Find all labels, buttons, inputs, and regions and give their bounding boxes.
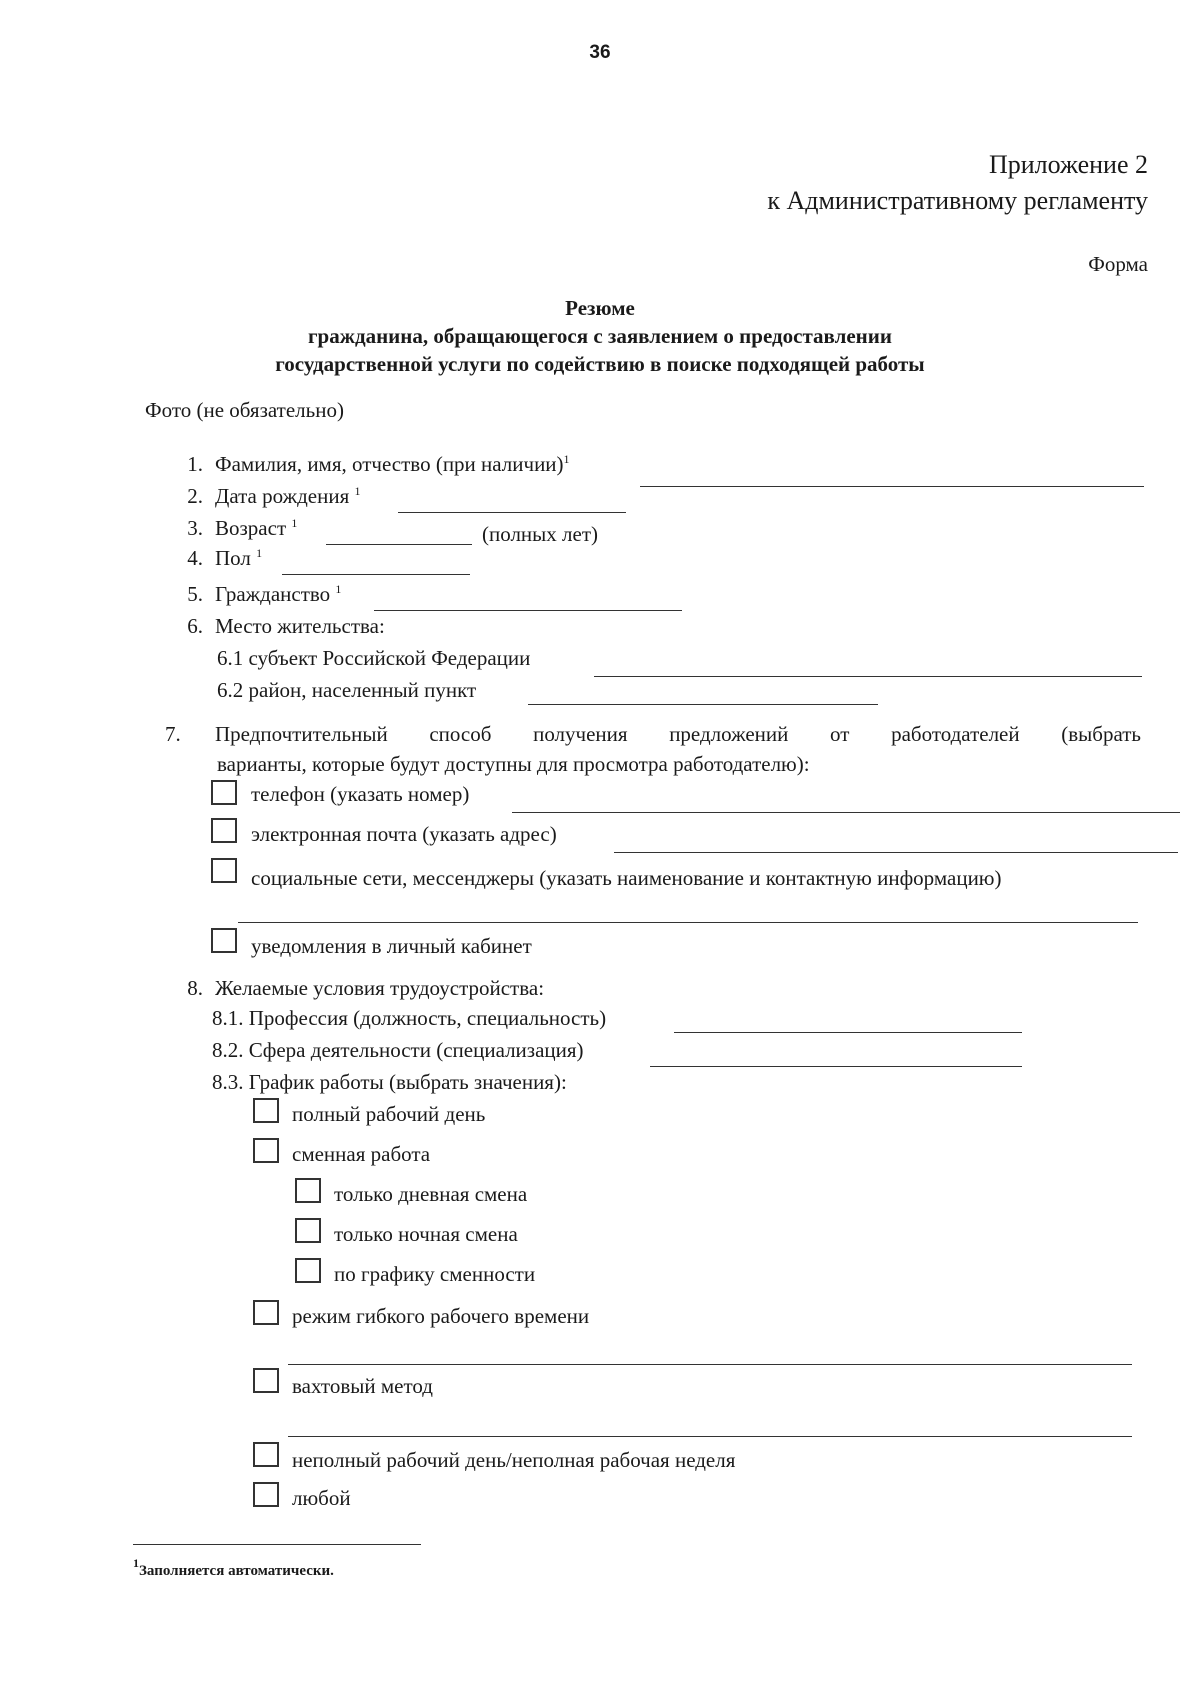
rotation-label: вахтовый метод [292, 1374, 433, 1398]
night-shift-checkbox[interactable] [295, 1218, 321, 1243]
phone-input-line[interactable] [512, 812, 1180, 813]
page-number: 36 [589, 42, 611, 63]
footnote-mark: 1 [563, 452, 570, 466]
social-label: социальные сети, мессенджеры (указать наименование и контактную информацию) [251, 866, 1002, 890]
flexible-time-input-line[interactable] [288, 1364, 1132, 1365]
field-residence [165, 614, 385, 639]
contact-method-label-1: Предпочтительный способ получения предложений от работодателей (выбрать [215, 722, 1141, 746]
document-title: Резюме [565, 296, 635, 320]
field-birth-date [165, 484, 360, 509]
shift-work-label: сменная работа [292, 1142, 431, 1166]
document-subtitle-1: гражданина, обращающегося с заявлением о предоставлении [308, 324, 892, 348]
field-age [165, 516, 297, 541]
document-subtitle-2: государственной услуги по содействию в поиске подходящей работы [275, 352, 925, 376]
night-shift-label: только ночная смена [334, 1222, 518, 1246]
field-fio-label: Фамилия, имя, отчество (при наличии) [215, 452, 564, 476]
residence-locality-label: 6.2 район, населенный пункт [217, 678, 477, 702]
birth-date-input-line[interactable] [398, 512, 626, 513]
field-residence-label: Место жительства: [215, 614, 385, 638]
full-day-checkbox[interactable] [253, 1098, 279, 1123]
citizenship-input-line[interactable] [374, 610, 682, 611]
age-suffix: (полных лет) [482, 522, 599, 546]
item-number: 1. [187, 452, 203, 476]
cabinet-label: уведомления в личный кабинет [251, 934, 532, 958]
fio-input-line[interactable] [640, 486, 1144, 487]
flexible-time-checkbox[interactable] [253, 1300, 279, 1325]
phone-checkbox[interactable] [211, 780, 237, 805]
footnote-text: Заполняется автоматически. [139, 1563, 334, 1579]
shift-schedule-checkbox[interactable] [295, 1258, 321, 1283]
social-input-line[interactable] [238, 922, 1138, 923]
item-number: 6. [187, 614, 203, 638]
day-shift-label: только дневная смена [334, 1182, 528, 1206]
appendix-line-2: к Административному регламенту [767, 186, 1148, 215]
activity-area-input-line[interactable] [650, 1066, 1022, 1067]
item-number: 5. [187, 582, 203, 606]
social-checkbox[interactable] [211, 858, 237, 883]
footnote-mark: 1 [335, 582, 342, 596]
footnote-mark: 1 [133, 1556, 139, 1570]
shift-schedule-label: по графику сменности [334, 1262, 536, 1286]
shift-work-checkbox[interactable] [253, 1138, 279, 1163]
part-time-label: неполный рабочий день/неполная рабочая неделя [292, 1448, 736, 1472]
employment-conditions-label: Желаемые условия трудоустройства: [215, 976, 545, 1000]
footnote-rule [133, 1544, 421, 1545]
activity-area-label: 8.2. Сфера деятельности (специализация) [212, 1038, 584, 1062]
footnote [133, 1556, 334, 1580]
work-schedule-label: 8.3. График работы (выбрать значения): [212, 1070, 567, 1094]
appendix-line-1: Приложение 2 [988, 150, 1148, 179]
full-day-label: полный рабочий день [292, 1102, 486, 1126]
residence-region-label: 6.1 субъект Российской Федерации [217, 646, 531, 670]
rotation-checkbox[interactable] [253, 1368, 279, 1393]
item-number: 7. [165, 722, 181, 746]
field-age-label: Возраст [215, 516, 287, 540]
item-number: 4. [187, 546, 203, 570]
residence-locality-input-line[interactable] [528, 704, 878, 705]
email-checkbox[interactable] [211, 818, 237, 843]
field-birth-date-label: Дата рождения [215, 484, 350, 508]
footnote-mark: 1 [354, 484, 361, 498]
residence-region-input-line[interactable] [594, 676, 1142, 677]
flexible-time-label: режим гибкого рабочего времени [292, 1304, 590, 1328]
field-citizenship-label: Гражданство [215, 582, 331, 606]
part-time-checkbox[interactable] [253, 1442, 279, 1467]
item-number: 8. [187, 976, 203, 1000]
field-fio [165, 452, 570, 477]
field-employment-conditions [165, 976, 544, 1001]
sex-input-line[interactable] [282, 574, 470, 575]
day-shift-checkbox[interactable] [295, 1178, 321, 1203]
form-label: Форма [1088, 252, 1148, 276]
footnote-mark: 1 [256, 546, 263, 560]
contact-method-question [165, 722, 1141, 747]
rotation-input-line[interactable] [288, 1436, 1132, 1437]
email-input-line[interactable] [614, 852, 1178, 853]
email-label: электронная почта (указать адрес) [251, 822, 557, 846]
profession-input-line[interactable] [674, 1032, 1022, 1033]
any-schedule-label: любой [292, 1486, 351, 1510]
field-citizenship [165, 582, 341, 607]
age-input-line[interactable] [326, 544, 472, 545]
cabinet-checkbox[interactable] [211, 928, 237, 953]
item-number: 2. [187, 484, 203, 508]
field-sex [165, 546, 262, 571]
any-schedule-checkbox[interactable] [253, 1482, 279, 1507]
phone-label: телефон (указать номер) [251, 782, 470, 806]
photo-label: Фото (не обязательно) [145, 398, 344, 422]
profession-label: 8.1. Профессия (должность, специальность) [212, 1006, 607, 1030]
contact-method-label-2: варианты, которые будут доступны для просмотра работодателю): [217, 752, 810, 776]
item-number: 3. [187, 516, 203, 540]
footnote-mark: 1 [291, 516, 298, 530]
field-sex-label: Пол [215, 546, 251, 570]
